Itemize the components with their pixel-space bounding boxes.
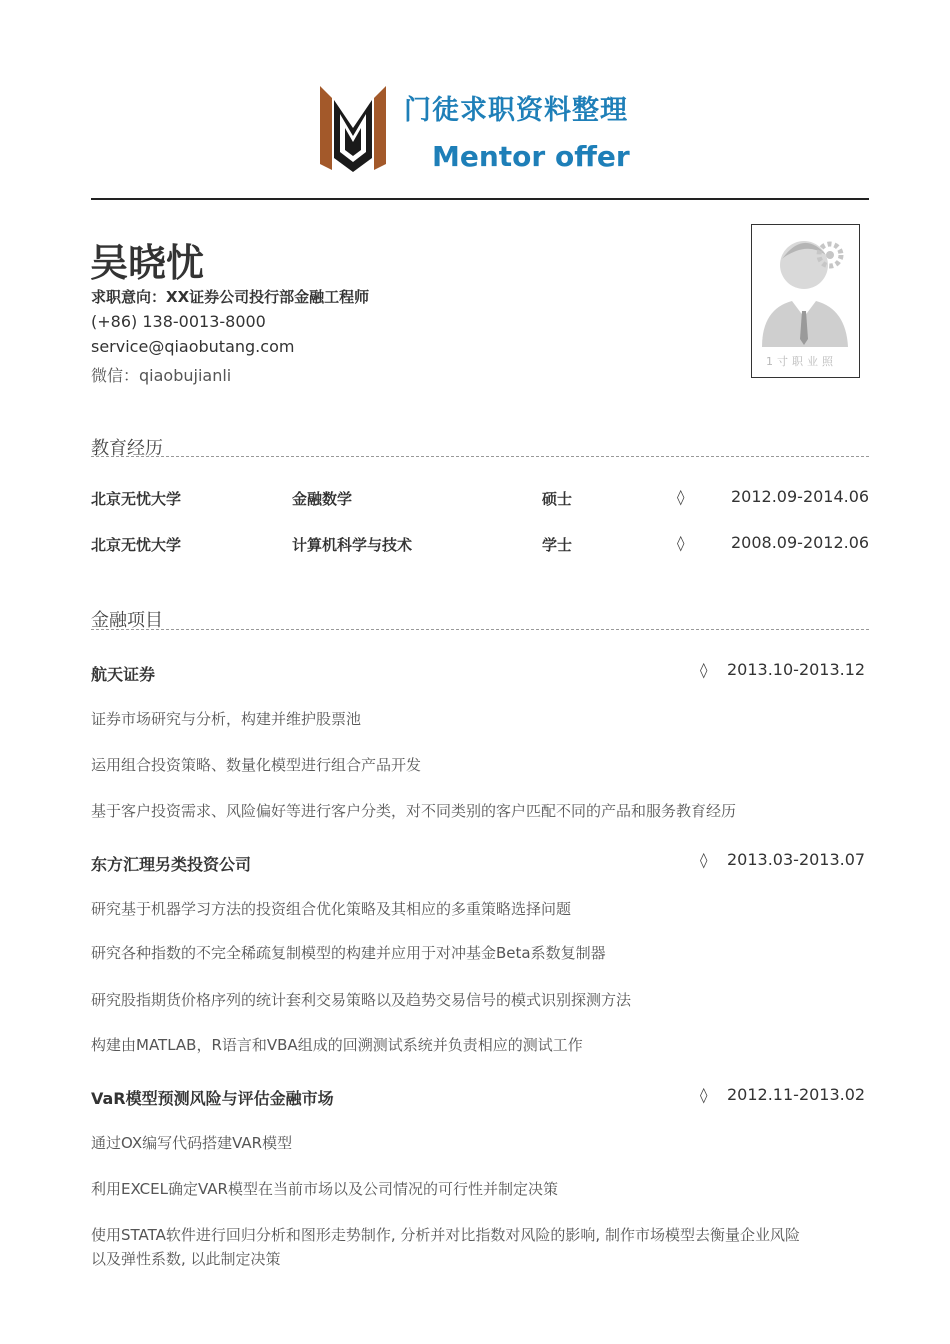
project-bullet: 证券市场研究与分析，构建并维护股票池 bbox=[91, 710, 362, 728]
project-period: 2013.03-2013.07 bbox=[727, 850, 866, 869]
school-name: 北京无忧大学 bbox=[91, 536, 182, 554]
project-bullet: 基于客户投资需求、风险偏好等进行客户分类，对不同类别的客户匹配不同的产品和服务教育经历 bbox=[91, 802, 737, 820]
project-bullet: 以及弹性系数, 以此制定决策 bbox=[91, 1250, 281, 1268]
project-bullet: 研究股指期货价格序列的统计套利交易策略以及趋势交易信号的模式识别探测方法 bbox=[91, 991, 632, 1009]
projects-divider bbox=[91, 629, 869, 630]
study-period: 2012.09-2014.06 bbox=[731, 487, 870, 506]
mentor-logo-icon bbox=[318, 84, 388, 176]
study-period: 2008.09-2012.06 bbox=[731, 533, 870, 552]
diamond-icon: ◊ bbox=[677, 534, 685, 552]
project-bullet: 构建由MATLAB，R语言和VBA组成的回溯测试系统并负责相应的测试工作 bbox=[91, 1036, 583, 1054]
brand-english-name: Mentor offer bbox=[432, 140, 630, 173]
project-bullet: 研究各种指数的不完全稀疏复制模型的构建并应用于对冲基金Beta系数复制器 bbox=[91, 944, 606, 962]
phone-number: (+86) 138-0013-8000 bbox=[91, 312, 266, 331]
candidate-name: 吴晓忧 bbox=[90, 241, 205, 285]
project-bullet: 使用STATA软件进行回归分析和图形走势制作, 分析并对比指数对风险的影响, 制作市场模型去衡量企业风险 bbox=[91, 1226, 800, 1244]
education-section-title: 教育经历 bbox=[91, 438, 163, 459]
diamond-icon: ◊ bbox=[700, 851, 708, 869]
project-period: 2013.10-2013.12 bbox=[727, 660, 866, 679]
project-bullet: 研究基于机器学习方法的投资组合优化策略及其相应的多重策略选择问题 bbox=[91, 900, 572, 918]
email-address: service@qiaobutang.com bbox=[91, 337, 295, 356]
diamond-icon: ◊ bbox=[677, 488, 685, 506]
photo-caption: 1寸职业照 bbox=[766, 355, 837, 368]
education-divider bbox=[91, 456, 869, 457]
project-bullet: 运用组合投资策略、数量化模型进行组合产品开发 bbox=[91, 756, 422, 774]
project-name: 航天证券 bbox=[91, 665, 156, 684]
major: 计算机科学与技术 bbox=[292, 536, 413, 554]
major: 金融数学 bbox=[292, 490, 353, 508]
brand-chinese-name: 门徒求职资料整理 bbox=[404, 95, 628, 126]
diamond-icon: ◊ bbox=[700, 661, 708, 679]
projects-section-title: 金融项目 bbox=[91, 610, 163, 631]
project-bullet: 利用EXCEL确定VAR模型在当前市场以及公司情况的可行性并制定决策 bbox=[91, 1180, 558, 1198]
school-name: 北京无忧大学 bbox=[91, 490, 182, 508]
project-period: 2012.11-2013.02 bbox=[727, 1085, 866, 1104]
degree: 学士 bbox=[542, 536, 573, 554]
header-divider bbox=[91, 198, 869, 200]
project-name: VaR模型预测风险与评估金融市场 bbox=[91, 1089, 334, 1108]
degree: 硕士 bbox=[542, 490, 573, 508]
project-bullet: 通过OX编写代码搭建VAR模型 bbox=[91, 1134, 293, 1152]
project-name: 东方汇理另类投资公司 bbox=[91, 855, 252, 874]
wechat-id: 微信：qiaobujianli bbox=[91, 366, 232, 385]
job-objective: 求职意向：XX证券公司投行部金融工程师 bbox=[91, 288, 370, 306]
diamond-icon: ◊ bbox=[700, 1086, 708, 1104]
